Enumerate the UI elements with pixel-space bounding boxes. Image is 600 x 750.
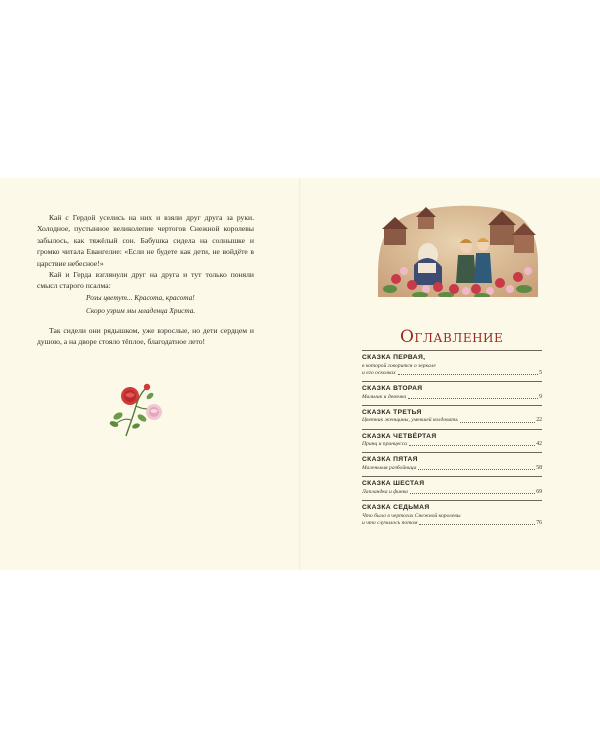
chapter-title: СКАЗКА ЧЕТВЁРТАЯ <box>362 432 437 440</box>
chapter-title: СКАЗКА ПЕРВАЯ, <box>362 354 426 361</box>
paragraph: Так сидели они рядышком, уже взрослые, но дети сердцем и душою, а на дворе стояло тёплое, благодатное лето! <box>37 326 254 347</box>
toc-entry[interactable] <box>362 456 542 472</box>
chapter-subtitle: Мальчик и девочка <box>362 393 407 400</box>
page-number: 42 <box>536 441 542 448</box>
poem-line: Розы цветут... Красота, красота! <box>86 293 195 302</box>
poem-line: Скоро узрим мы младенца Христа. <box>86 305 196 315</box>
rose-illustration <box>106 374 168 440</box>
left-page-text-bottom <box>37 325 254 348</box>
dot-leader <box>418 469 535 470</box>
paragraph: Кай и Герда взглянули друг на друга и тут только поняли смысл старого псалма: <box>37 270 254 291</box>
dot-leader <box>409 445 535 446</box>
page-number: 22 <box>536 417 542 424</box>
toc-line <box>362 370 542 377</box>
toc-divider <box>362 350 542 351</box>
toc-entry[interactable] <box>362 354 542 377</box>
toc-divider <box>362 381 542 382</box>
page-number: 5 <box>539 369 542 376</box>
toc-entry[interactable] <box>362 504 542 527</box>
toc-divider <box>362 500 542 501</box>
page-number: 58 <box>536 464 542 471</box>
chapter-subtitle: Маленькая разбойница <box>362 464 417 471</box>
chapter-illustration <box>378 205 538 297</box>
chapter-title: СКАЗКА ВТОРАЯ <box>362 385 423 393</box>
chapter-subtitle: Лапландка и финка <box>362 488 408 495</box>
dot-leader <box>410 493 535 494</box>
chapter-title: СКАЗКА ПЯТАЯ <box>362 456 418 464</box>
chapter-subtitle: и что случилось потом <box>362 519 418 526</box>
dot-leader <box>460 422 535 423</box>
toc-line <box>362 441 542 448</box>
dot-leader <box>398 374 539 375</box>
toc-line <box>362 465 542 472</box>
chapter-title: СКАЗКА ШЕСТАЯ <box>362 480 425 488</box>
toc-entry[interactable] <box>362 385 542 401</box>
toc-divider <box>362 476 542 477</box>
toc-entry[interactable] <box>362 480 542 496</box>
paragraph: Кай с Гердой уселись на них и взяли друг друга за руки. Холодное, пустынное великолепие чертогов Снежной королевы забылось, как тяжёлый сон. Бабушка сидела на солнышке и громко читала Евангелие: «Если не будете как дети, не войдёте в царствие небесное!» <box>37 213 254 268</box>
chapter-subtitle: Цветник женщины, умевшей колдовать <box>362 417 458 424</box>
psalm-quote <box>86 292 236 317</box>
page-number: 9 <box>539 393 542 400</box>
dot-leader <box>419 524 535 525</box>
toc-line <box>362 394 542 401</box>
toc-divider <box>362 452 542 453</box>
toc-entry[interactable] <box>362 433 542 449</box>
toc-line <box>362 417 542 424</box>
toc-divider <box>362 405 542 406</box>
chapter-subtitle: и его осколках <box>362 369 396 376</box>
chapter-subtitle: Принц и принцесса <box>362 441 407 448</box>
dot-leader <box>408 398 538 399</box>
page-number: 69 <box>536 488 542 495</box>
book-spread <box>0 178 600 570</box>
chapter-title: СКАЗКА ТРЕТЬЯ <box>362 408 422 416</box>
toc-line <box>362 489 542 496</box>
toc-title: Оглавление <box>400 327 504 347</box>
chapter-title: СКАЗКА СЕДЬМАЯ <box>362 504 430 512</box>
toc-entry[interactable] <box>362 409 542 425</box>
chapter-subtitle: Что было в чертогах Снежной королевы <box>362 512 461 519</box>
book-gutter <box>299 178 301 570</box>
left-page-text <box>37 212 254 292</box>
toc-divider <box>362 429 542 430</box>
toc-line <box>362 520 542 527</box>
page-number: 76 <box>536 519 542 526</box>
table-of-contents <box>362 350 542 531</box>
chapter-subtitle: в которой говорится о зеркале <box>362 362 436 369</box>
